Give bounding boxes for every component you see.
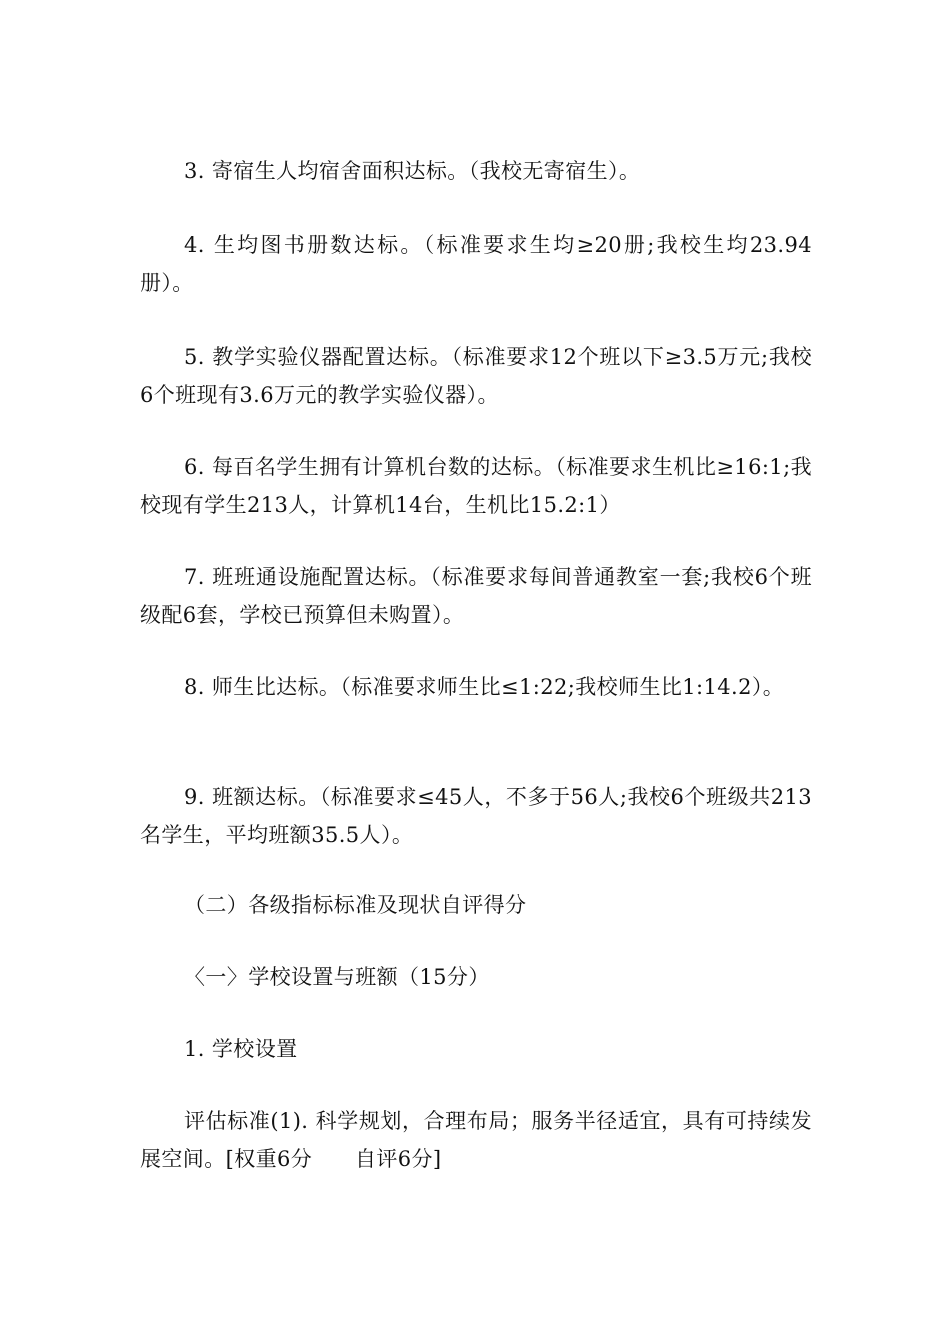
item-8-teacher-ratio: 8. 师生比达标。（标准要求师生比≤1:22;我校师生比1:14.2）。 (184, 675, 785, 699)
item-7-classroom-equipment: 7. 班班通设施配置达标。（标准要求每间普通教室一套;我校6个班级配6套，学校已预算但未购置）。 (140, 565, 812, 627)
subsection-heading: 〈一〉学校设置与班额（15分） (184, 965, 490, 989)
item-9-class-size: 9. 班额达标。（标准要求≤45人，不多于56人;我校6个班级共213名学生，平均班额35.5人）。 (140, 785, 812, 847)
item-6-computers: 6. 每百名学生拥有计算机台数的达标。（标准要求生机比≥16:1;我校现有学生213人，计算机14台，生机比15.2:1） (140, 455, 812, 517)
item-5-lab-instruments: 5. 教学实验仪器配置达标。（标准要求12个班以下≥3.5万元;我校6个班现有3.6万元的教学实验仪器）。 (140, 345, 812, 407)
evaluation-standard-1: 评估标准(1). 科学规划，合理布局；服务半径适宜，具有可持续发展空间。[权重6分 自评6分] (140, 1109, 812, 1171)
item-4-books: 4. 生均图书册数达标。（标准要求生均≥20册;我校生均23.94册）。 (140, 233, 812, 295)
section-heading-2: （二）各级指标标准及现状自评得分 (184, 893, 527, 917)
item-school-setup: 1. 学校设置 (184, 1037, 298, 1061)
item-3-dormitory: 3. 寄宿生人均宿舍面积达标。（我校无寄宿生）。 (184, 159, 641, 183)
